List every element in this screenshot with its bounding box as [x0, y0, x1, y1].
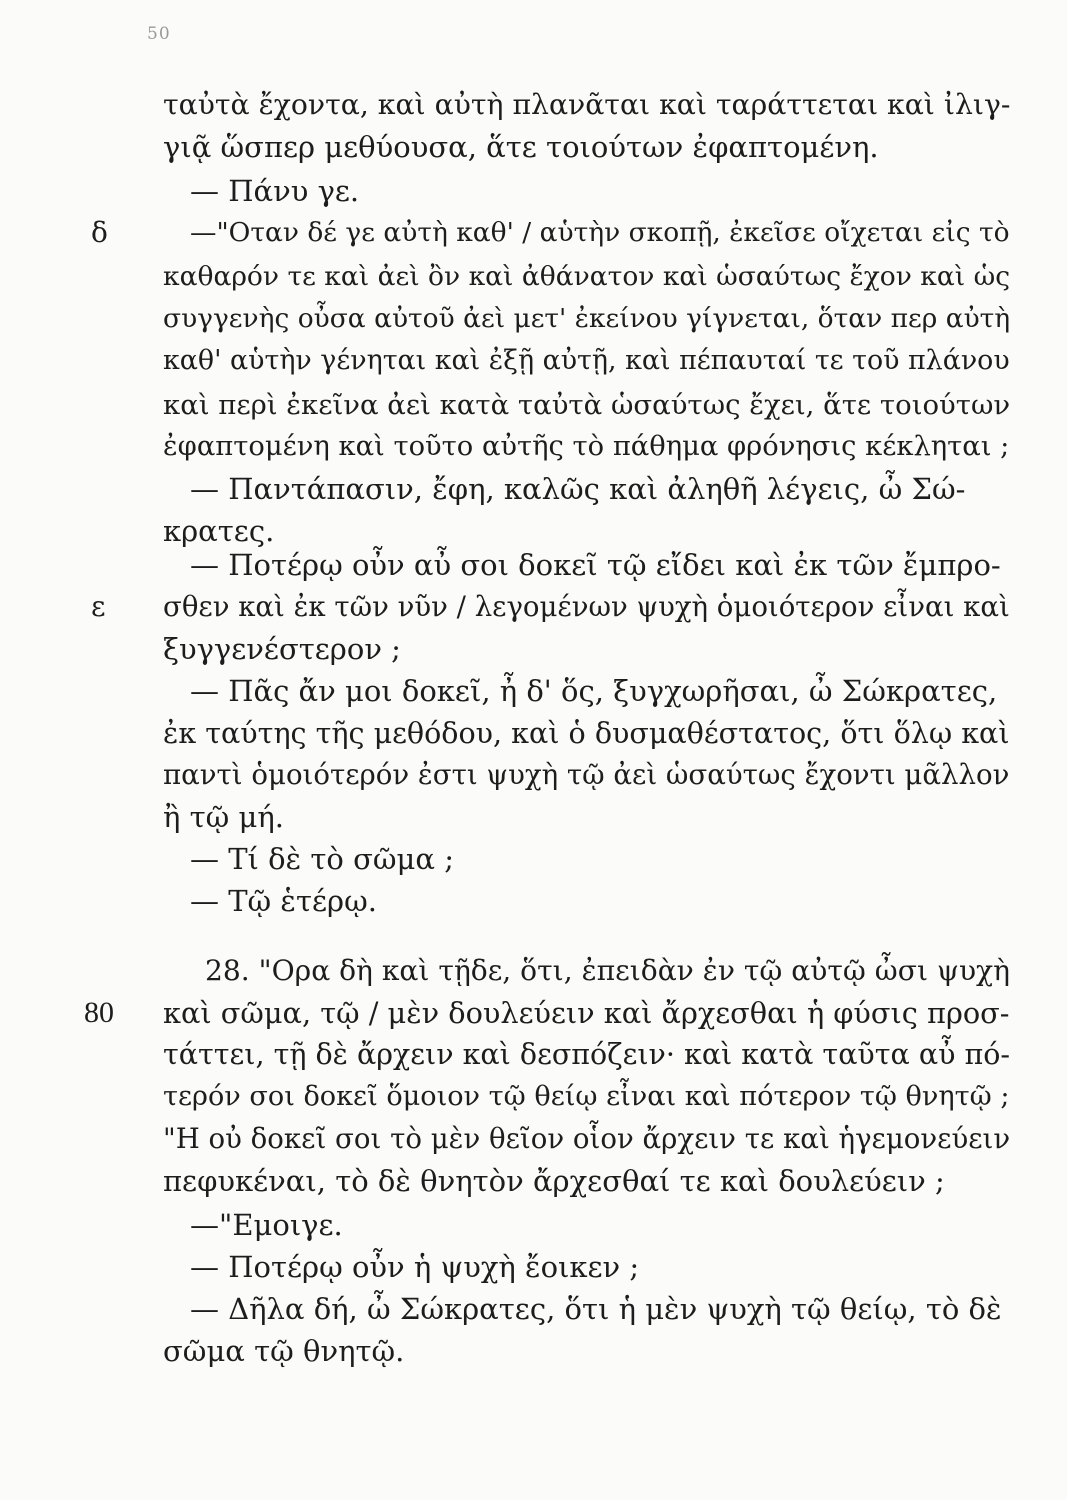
text-line: "Η οὐ δοκεῖ σοι τὸ μὲν θεῖον οἷον ἄρχειν τε καὶ ἡγεμονεύειν [163, 1122, 1011, 1155]
text-line: ἢ τῷ μή. [163, 800, 284, 834]
text-line: κρατες. [163, 514, 275, 548]
text-line: — Δῆλα δή, ὦ Σώκρατες, ὅτι ἡ μὲν ψυχὴ τῷ θείῳ, τὸ δὲ [190, 1292, 1002, 1326]
text-line: ἐκ ταύτης τῆς μεθόδου, καὶ ὁ δυσμαθέστατος, ὅτι ὅλῳ καὶ [163, 716, 1010, 750]
text-line: καθαρόν τε καὶ ἀεὶ ὂν καὶ ἀθάνατον καὶ ὡσαύτως ἔχον καὶ ὡς [163, 261, 1011, 292]
text-line: καὶ περὶ ἐκεῖνα ἀεὶ κατὰ ταὐτὰ ὡσαύτως ἔχει, ἅτε τοιούτων [163, 389, 1011, 421]
text-line: γιᾷ ὥσπερ μεθύουσα, ἅτε τοιούτων ἐφαπτομένη. [163, 130, 879, 164]
text-line: καὶ σῶμα, τῷ / μὲν δουλεύειν καὶ ἄρχεσθαι ἡ φύσις προσ- [163, 996, 1010, 1030]
text-line: —"Οταν δέ γε αὐτὴ καθ' / αὑτὴν σκοπῇ, ἐκεῖσε οἴχεται εἰς τὸ [190, 217, 1010, 248]
text-line: — Ποτέρῳ οὖν ἡ ψυχὴ ἔοικεν ; [190, 1250, 640, 1284]
text-line: — Πάνυ γε. [190, 174, 360, 208]
text-line: — Ποτέρῳ οὖν αὖ σοι δοκεῖ τῷ εἴδει καὶ ἐκ τῶν ἔμπρο- [190, 548, 1001, 582]
text-line: ἐφαπτομένη καὶ τοῦτο αὐτῆς τὸ πάθημα φρόνησις κέκληται ; [163, 431, 1010, 462]
text-line: —"Εμοιγε. [190, 1208, 343, 1242]
page-number: 50 [147, 24, 171, 44]
text-line: — Πᾶς ἄν μοι δοκεῖ, ἦ δ' ὅς, ξυγχωρῆσαι, ὦ Σώκρατες, [190, 674, 998, 708]
text-line: καθ' αὑτὴν γένηται καὶ ἐξῇ αὐτῇ, καὶ πέπαυταί τε τοῦ πλάνου [163, 345, 1010, 376]
text-line: 28. "Ορα δὴ καὶ τῇδε, ὅτι, ἐπειδὰν ἐν τῷ αὐτῷ ὦσι ψυχὴ [205, 954, 1010, 987]
margin-section-delta: δ [91, 216, 108, 249]
text-line: — Τί δὲ τὸ σῶμα ; [190, 842, 454, 876]
text-line: τερόν σοι δοκεῖ ὅμοιον τῷ θείῳ εἶναι καὶ πότερον τῷ θνητῷ ; [163, 1081, 1010, 1112]
text-line: πεφυκέναι, τὸ δὲ θνητὸν ἄρχεσθαί τε καὶ δουλεύειν ; [163, 1164, 945, 1198]
text-line: ταὐτὰ ἔχοντα, καὶ αὐτὴ πλανᾶται καὶ ταράττεται καὶ ἰλιγ- [163, 88, 1011, 121]
text-line: ξυγγενέστερον ; [163, 632, 401, 666]
margin-stephanus-80: 80 [84, 996, 114, 1029]
text-line: παντὶ ὁμοιότερόν ἐστι ψυχὴ τῷ ἀεὶ ὡσαύτως ἔχοντι μᾶλλον [163, 758, 1010, 791]
text-line: τάττει, τῇ δὲ ἄρχειν καὶ δεσπόζειν· καὶ κατὰ ταῦτα αὖ πό- [163, 1038, 1010, 1071]
text-line: σῶμα τῷ θνητῷ. [163, 1334, 405, 1368]
margin-section-epsilon: ε [91, 590, 106, 623]
text-line: συγγενὴς οὖσα αὐτοῦ ἀεὶ μετ' ἐκείνου γίγνεται, ὅταν περ αὐτὴ [163, 303, 1011, 334]
text-line: — Τῷ ἑτέρῳ. [190, 884, 377, 918]
text-line: σθεν καὶ ἐκ τῶν νῦν / λεγομένων ψυχὴ ὁμοιότερον εἶναι καὶ [163, 590, 1010, 623]
text-line: — Παντάπασιν, ἔφη, καλῶς καὶ ἀληθῆ λέγεις, ὦ Σώ- [190, 472, 966, 506]
